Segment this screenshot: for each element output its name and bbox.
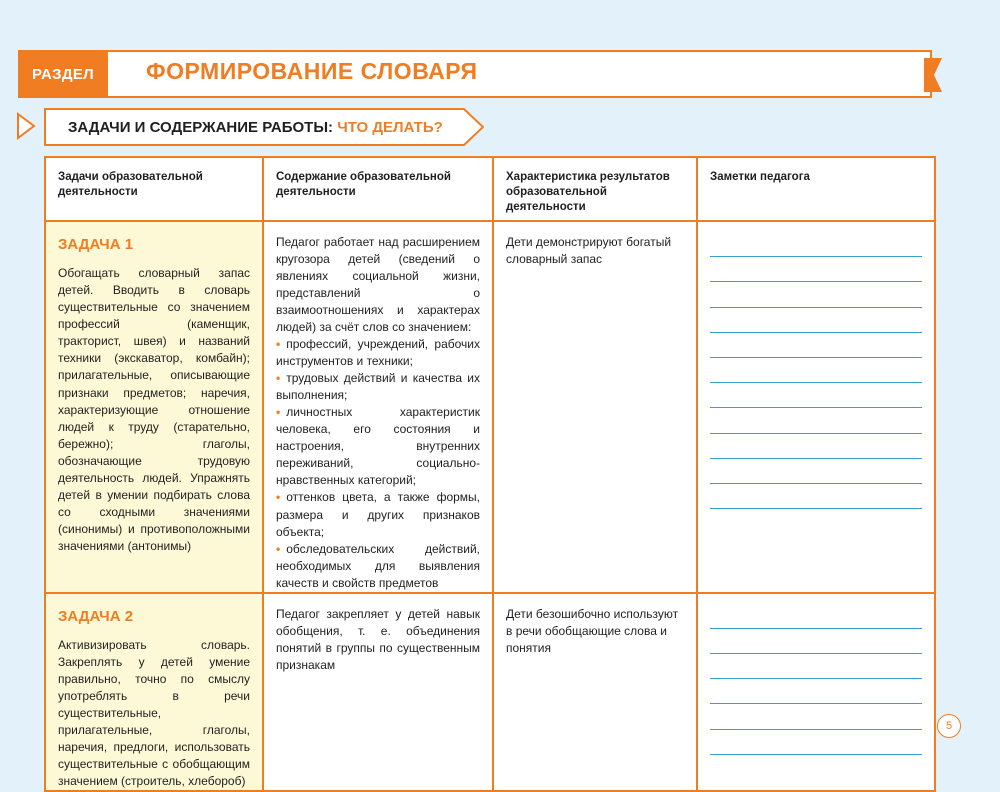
task-cell [45, 593, 263, 792]
note-line [710, 459, 922, 484]
page-number: 5 [937, 714, 961, 738]
result-cell [493, 221, 697, 593]
task-text: Активизировать словарь. Закреплять у детей умение правильно, точно по смыслу употреблять в речи существительные, прилагательные, глаголы, наречия, предлоги, использовать существительные с обобщающим значением (строитель, хлебороб) [58, 637, 250, 789]
flag-icon [924, 58, 942, 92]
note-line [710, 434, 922, 459]
note-line [710, 333, 922, 358]
content-cell [263, 593, 493, 792]
note-line [710, 408, 922, 433]
tasks-table [44, 156, 936, 792]
content-intro: Педагог закрепляет у детей навык обобщения, т. е. объединения понятий в группы по существенным признакам [276, 606, 480, 672]
note-line [710, 383, 922, 408]
note-line [710, 679, 922, 704]
table-header-row [45, 157, 935, 221]
page-title: ФОРМИРОВАНИЕ СЛОВАРЯ [146, 58, 478, 84]
column-header: Заметки педагога [697, 157, 935, 221]
note-line [710, 358, 922, 383]
section-label: ЗАДАЧИ И СОДЕРЖАНИЕ РАБОТЫ: ЧТО ДЕЛАТЬ? [68, 119, 443, 136]
note-line [710, 604, 922, 629]
task-cell [45, 221, 263, 593]
column-header: Задачи образовательной деятельности [45, 157, 263, 221]
column-header: Содержание образовательной деятельности [263, 157, 493, 221]
table-row [45, 221, 935, 593]
note-line [710, 282, 922, 307]
notes-cell[interactable] [697, 221, 935, 593]
content-intro: Педагог работает над расширением кругозора детей (сведений о явлениях социальной жизни, представлений о взаимоотношениях и характерах людей) за счёт слов со значением: [276, 235, 480, 335]
note-line [710, 629, 922, 654]
note-line [710, 730, 922, 755]
note-line [710, 484, 922, 509]
notes-cell[interactable] [697, 593, 935, 792]
note-line [710, 654, 922, 679]
note-line [710, 232, 922, 257]
task-title: ЗАДАЧА 2 [58, 607, 134, 625]
list-item: • оттенков цвета, а также формы, размера и других признаков объекта; [276, 489, 480, 540]
note-line [710, 257, 922, 282]
task-title: ЗАДАЧА 1 [58, 236, 134, 253]
content-cell [263, 221, 493, 593]
result-text: Дети безошибочно используют в речи обобщающие слова и понятия [506, 606, 679, 655]
result-cell [493, 593, 697, 792]
result-text: Дети демонстрируют богатый словарный запас [506, 235, 672, 267]
task-text: Обогащать словарный запас детей. Вводить в словарь существительные со значением профессий (каменщик, тракторист, швея) и названий техники (экскаватор, комбайн); прилагательные, описывающие признаки предметов; наречия, характеризующие отношение людей к труду (старательно, бережно); глаголы, обозначающие трудовую деятельность людей. Упражнять детей в умении подбирать слова со сходными значениями (синонимы) и противоположными значениями (антонимы) [58, 266, 250, 553]
column-header: Характеристика результатов образовательной деятельности [493, 157, 697, 221]
list-item: • трудовых действий и качества их выполнения; [276, 370, 480, 404]
list-item: • личностных характеристик человека, его состояния и настроения, внутренних переживаний, социально-нравственных категорий; [276, 404, 480, 489]
list-item: • профессий, учреждений, рабочих инструментов и техники; [276, 336, 480, 370]
section-tab: РАЗДЕЛ [18, 50, 108, 98]
table-row [45, 593, 935, 792]
note-line [710, 704, 922, 729]
note-line [710, 308, 922, 333]
list-item: • обследовательских действий, необходимых для выявления качеств и свойств предметов [276, 541, 480, 592]
arrow-right-icon [16, 112, 36, 140]
